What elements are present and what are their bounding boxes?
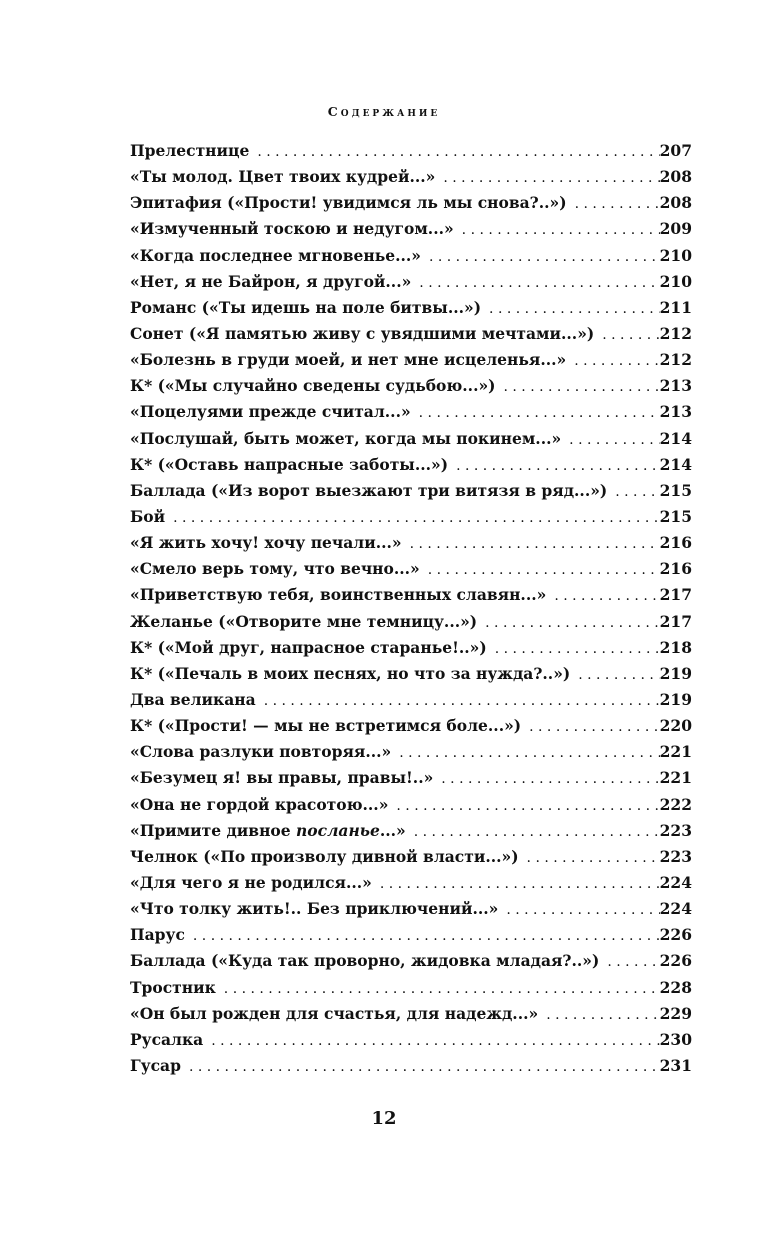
- toc-entry: [130, 1027, 692, 1053]
- toc-entry-title: Бой: [130, 506, 166, 526]
- toc-entry: [130, 347, 692, 373]
- toc-entry-title: К* («Оставь напрасные заботы...»): [130, 454, 449, 474]
- toc-entry-page: 218: [659, 637, 692, 657]
- dot-leader: [521, 714, 660, 740]
- toc-entry-title: Романс («Ты идешь на поле битвы...»): [130, 297, 482, 317]
- dot-leader: [594, 322, 659, 348]
- table-of-contents: [130, 138, 692, 1079]
- toc-entry-title: «Она не гордой красотою...»: [130, 794, 389, 814]
- toc-entry-title: Два великана: [130, 689, 256, 709]
- toc-entry: [130, 792, 692, 818]
- dot-leader: [165, 505, 660, 531]
- toc-entry-page: 219: [659, 663, 692, 683]
- toc-entry-page: 226: [659, 925, 692, 945]
- toc-entry-title: Прелестнице: [130, 141, 250, 160]
- toc-entry-title: К* («Прости! — мы не встретимся боле...»): [130, 716, 522, 736]
- toc-entry-title: «Что толку жить!.. Без приключений...»: [130, 899, 499, 919]
- dot-leader: [388, 793, 659, 819]
- toc-entry: [130, 321, 692, 347]
- dot-leader: [477, 610, 659, 636]
- toc-entry-page: 215: [659, 506, 692, 526]
- dot-leader: [481, 296, 660, 322]
- toc-entry-title-italic: посланье: [296, 820, 380, 840]
- toc-entry-title: «Безумец я! вы правы, правы!..»: [130, 768, 434, 788]
- toc-entry-title: Желанье («Отворите мне темницу...»): [130, 611, 478, 631]
- dot-leader: [599, 949, 659, 975]
- toc-entry: [130, 582, 692, 608]
- dot-leader: [519, 845, 660, 871]
- toc-entry: [130, 399, 692, 425]
- page-number: 12: [371, 1108, 397, 1129]
- toc-entry-title: Сонет («Я памятью живу с увядшими мечтами...»): [130, 323, 595, 343]
- toc-entry-page: 213: [659, 402, 692, 422]
- toc-entry-page: 217: [659, 611, 692, 631]
- toc-entry-title: Гусар: [130, 1055, 181, 1075]
- toc-entry-title: Русалка: [130, 1029, 204, 1049]
- toc-entry-title: К* («Мой друг, напрасное старанье!..»): [130, 637, 487, 657]
- toc-entry-page: 211: [659, 297, 692, 317]
- dot-leader: [487, 636, 660, 662]
- toc-entry: [130, 687, 692, 713]
- dot-leader: [256, 688, 660, 714]
- dot-leader: [185, 923, 660, 949]
- running-head: Содержание: [327, 104, 441, 119]
- toc-entry-page: 213: [659, 376, 692, 396]
- toc-entry-title: Тростник: [130, 977, 216, 997]
- toc-entry-page: 216: [659, 533, 692, 553]
- toc-entry: [130, 269, 692, 295]
- toc-entry-page: 224: [659, 899, 692, 919]
- toc-entry: [130, 452, 692, 478]
- toc-entry-title: «Он был рожден для счастья, для надежд...»: [130, 1003, 539, 1023]
- dot-leader: [546, 583, 659, 609]
- toc-entry-page: 217: [659, 585, 692, 605]
- toc-entry-title: «Измученный тоскою и недугом...»: [130, 219, 454, 239]
- toc-entry: [130, 216, 692, 242]
- toc-entry: [130, 373, 692, 399]
- toc-entry-page: 221: [659, 768, 692, 788]
- dot-leader: [567, 191, 660, 217]
- toc-entry-page: 229: [659, 1003, 692, 1023]
- toc-entry: [130, 504, 692, 530]
- toc-entry: [130, 190, 692, 216]
- toc-entry: [130, 426, 692, 452]
- toc-entry: [130, 530, 692, 556]
- toc-entry-page: 209: [659, 219, 692, 239]
- dot-leader: [402, 531, 660, 557]
- dot-leader: [454, 217, 660, 243]
- toc-entry-page: 212: [659, 323, 692, 343]
- toc-entry-title: «Нет, я не Байрон, я другой...»: [130, 271, 412, 291]
- toc-entry-page: 223: [659, 820, 692, 840]
- toc-entry: [130, 1001, 692, 1027]
- dot-leader: [406, 819, 660, 845]
- toc-entry-title: К* («Мы случайно сведены судьбою...»): [130, 376, 496, 396]
- dot-leader: [203, 1028, 659, 1054]
- toc-entry: [130, 713, 692, 739]
- toc-entry: [130, 661, 692, 687]
- dot-leader: [448, 453, 660, 479]
- dot-leader: [538, 1002, 659, 1028]
- dot-leader: [435, 165, 659, 191]
- toc-entry-page: 210: [659, 271, 692, 291]
- toc-entry-page: 220: [659, 716, 692, 736]
- dot-leader: [372, 871, 660, 897]
- dot-leader: [216, 976, 660, 1002]
- dot-leader: [181, 1054, 660, 1080]
- toc-entry-title: К* («Печаль в моих песнях, но что за нужда?..»): [130, 663, 571, 683]
- toc-entry-page: 224: [659, 872, 692, 892]
- toc-entry-page: 222: [659, 794, 692, 814]
- toc-entry-page: 226: [659, 951, 692, 971]
- toc-entry-title: «Послушай, быть может, когда мы покинем...»: [130, 428, 562, 448]
- toc-entry: [130, 922, 692, 948]
- toc-entry-title: Челнок («По произволу дивной власти...»): [130, 846, 519, 866]
- dot-leader: [607, 479, 659, 505]
- toc-entry: [130, 896, 692, 922]
- dot-leader: [411, 270, 659, 296]
- toc-entry: [130, 1053, 692, 1079]
- toc-entry-page: 228: [659, 977, 692, 997]
- toc-entry-title: «Слова разлуки повторяя...»: [130, 742, 392, 762]
- toc-entry: [130, 635, 692, 661]
- toc-entry-title-part: «Примите дивное: [130, 820, 297, 840]
- toc-entry-page: 208: [659, 167, 692, 187]
- dot-leader: [496, 374, 660, 400]
- toc-entry-title: [130, 818, 406, 844]
- dot-leader: [420, 557, 660, 583]
- toc-entry-title: «Когда последнее мгновенье...»: [130, 245, 421, 265]
- toc-entry-page: 212: [659, 350, 692, 370]
- toc-entry-title: «Смело верь тому, что вечно...»: [130, 559, 420, 579]
- toc-entry-page: 214: [659, 428, 692, 448]
- dot-leader: [421, 244, 660, 270]
- toc-entry: [130, 164, 692, 190]
- toc-entry-title: «Приветствую тебя, воинственных славян...»: [130, 585, 547, 605]
- toc-entry-page: 221: [659, 742, 692, 762]
- toc-entry-page: 223: [659, 846, 692, 866]
- toc-entry-page: 219: [659, 689, 692, 709]
- dot-leader: [566, 348, 659, 374]
- toc-entry: [130, 556, 692, 582]
- dot-leader: [433, 766, 659, 792]
- toc-entry-page: 210: [659, 245, 692, 265]
- toc-entry: [130, 478, 692, 504]
- toc-entry-title: «Болезнь в груди моей, и нет мне исцеленья...»: [130, 350, 567, 370]
- toc-entry: [130, 138, 692, 164]
- dot-leader: [561, 427, 659, 453]
- toc-entry: [130, 295, 692, 321]
- toc-entry: [130, 739, 692, 765]
- toc-entry-page: 208: [659, 193, 692, 213]
- toc-entry-title-part: ...»: [379, 820, 406, 840]
- toc-entry: [130, 975, 692, 1001]
- toc-entry: [130, 948, 692, 974]
- dot-leader: [249, 139, 659, 165]
- toc-entry-page: 207: [659, 141, 692, 160]
- toc-entry-title: Эпитафия («Прости! увидимся ль мы снова?..»): [130, 193, 567, 213]
- toc-entry-title: «Ты молод. Цвет твоих кудрей...»: [130, 167, 436, 187]
- toc-entry: [130, 243, 692, 269]
- toc-entry-page: 230: [659, 1029, 692, 1049]
- toc-entry-title: Баллада («Из ворот выезжают три витязя в ряд...»): [130, 480, 608, 500]
- dot-leader: [411, 400, 660, 426]
- toc-entry-title: Баллада («Куда так проворно, жидовка младая?..»): [130, 951, 600, 971]
- dot-leader: [391, 740, 659, 766]
- dot-leader: [498, 897, 659, 923]
- dot-leader: [570, 662, 659, 688]
- toc-entry: [130, 844, 692, 870]
- toc-entry-page: 231: [659, 1055, 692, 1075]
- toc-entry: [130, 765, 692, 791]
- toc-entry-page: 214: [659, 454, 692, 474]
- toc-entry: [130, 609, 692, 635]
- toc-entry: [130, 870, 692, 896]
- toc-entry-page: 216: [659, 559, 692, 579]
- toc-entry-title: Парус: [130, 925, 185, 945]
- toc-entry-page: 215: [659, 480, 692, 500]
- toc-entry-title: «Для чего я не родился...»: [130, 872, 372, 892]
- toc-entry-title: «Я жить хочу! хочу печали...»: [130, 533, 402, 553]
- toc-entry: [130, 818, 692, 844]
- toc-entry-title: «Поцелуями прежде считал...»: [130, 402, 411, 422]
